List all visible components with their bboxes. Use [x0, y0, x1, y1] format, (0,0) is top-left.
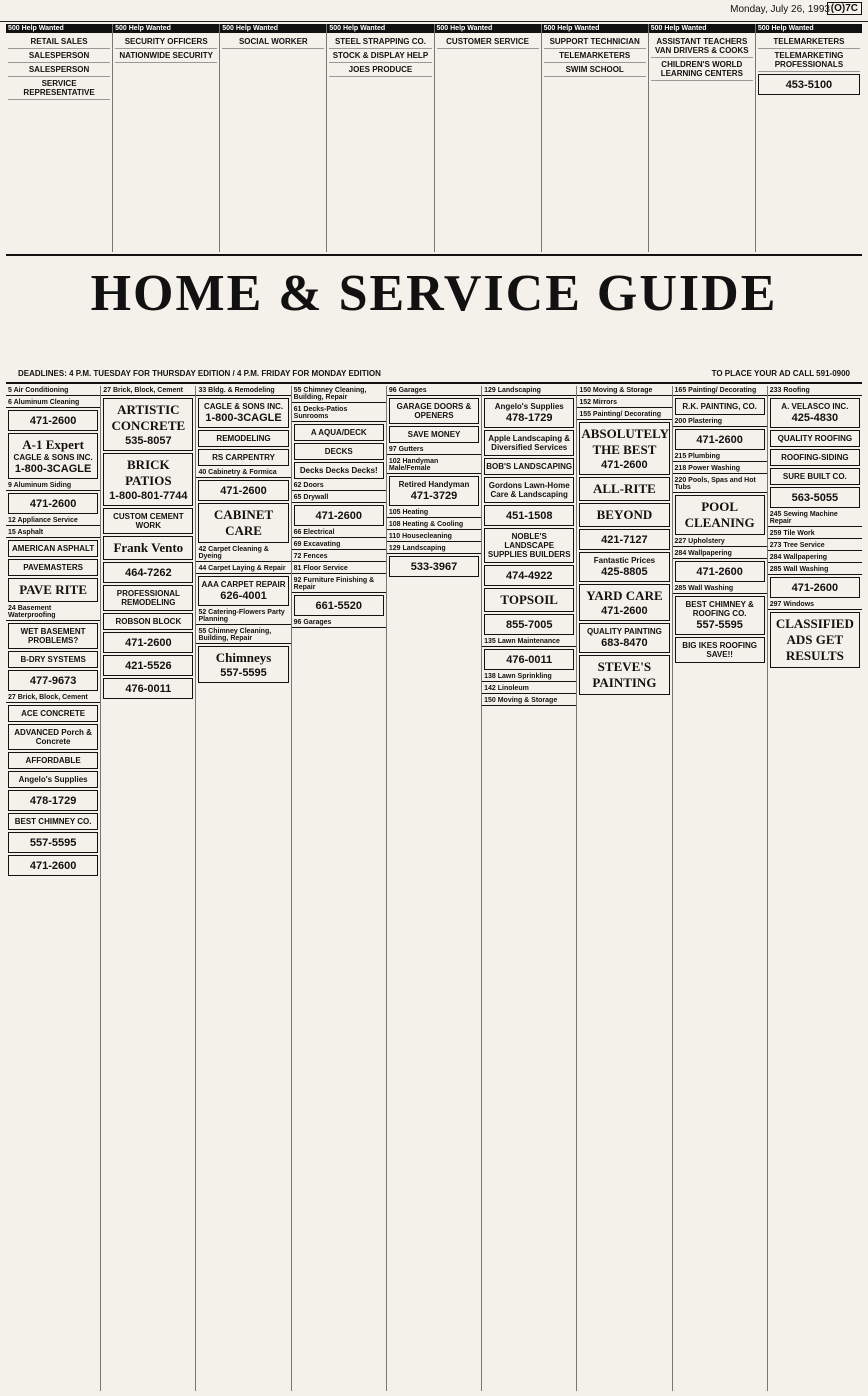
phone-number: 1-800-3CAGLE: [14, 463, 92, 475]
ad-title: POOL CLEANING: [684, 499, 755, 530]
help-wanted-column: [756, 24, 862, 252]
ad-headline: BOB'S LANDSCAPING: [486, 462, 573, 471]
service-guide-grid: [6, 386, 862, 1391]
ad-title: YARD CARE: [586, 588, 663, 603]
classified-ad: [8, 49, 110, 63]
display-ad: [8, 705, 98, 722]
category-header: 297 Windows: [768, 600, 862, 610]
category-header: 61 Decks-Patios Sunrooms: [292, 405, 386, 422]
help-wanted-column: [220, 24, 327, 252]
section-header: 500 Help Wanted: [220, 24, 326, 33]
ad-headline: SAVE MONEY: [407, 430, 461, 439]
display-ad: [198, 576, 288, 606]
category-header: 152 Mirrors: [577, 398, 671, 408]
category-header: 129 Landscaping: [387, 544, 481, 554]
ad-title: CLASSIFIED ADS GET RESULTS: [775, 616, 854, 663]
ad-title: TOPSOIL: [500, 592, 558, 607]
ad-title: ABSOLUTELY THE BEST: [581, 426, 669, 457]
category-header: 15 Asphalt: [6, 528, 100, 538]
display-ad: [8, 623, 98, 649]
phone-number: 533-3967: [410, 561, 458, 573]
ad-headline: ROOFING-SIDING: [781, 453, 849, 462]
classified-ad: [758, 35, 860, 49]
ad-headline: Retired Handyman: [398, 480, 470, 489]
phone-number: 476-0011: [125, 683, 172, 695]
display-ad: [8, 813, 98, 830]
category-header: 284 Wallpapering: [673, 549, 767, 559]
category-header: 273 Tree Service: [768, 541, 862, 551]
display-ad: [294, 424, 384, 441]
phone-number: 471-2600: [601, 605, 648, 617]
display-ad: [198, 480, 288, 501]
display-ad: [579, 655, 669, 695]
category-header: 6 Aluminum Cleaning: [6, 398, 100, 408]
category-header: 27 Brick, Block, Cement: [6, 693, 100, 703]
section-header: 500 Help Wanted: [649, 24, 755, 33]
category-header: 55 Chimney Cleaning, Building, Repair: [196, 627, 290, 644]
guide-column: [577, 386, 672, 1391]
ad-headline: BEST CHIMNEY & ROOFING CO.: [685, 600, 754, 618]
ad-headline: B-DRY SYSTEMS: [20, 655, 86, 664]
ad-headline: Decks Decks Decks!: [299, 466, 378, 475]
display-ad: [198, 449, 288, 466]
phone-number: 557-5595: [29, 837, 77, 849]
display-ad: [103, 632, 193, 653]
phone-number: 478-1729: [29, 795, 77, 807]
display-ad: [484, 614, 574, 635]
display-ad: [484, 430, 574, 456]
ad-headline: Apple Landscaping & Diversified Services: [488, 434, 571, 452]
phone-number: 661-5520: [315, 600, 363, 612]
category-header: 9 Aluminum Siding: [6, 481, 100, 491]
ad-headline: SECURITY OFFICERS: [124, 37, 208, 46]
ad-headline: TELEMARKETING PROFESSIONALS: [774, 51, 844, 69]
display-ad: [579, 623, 669, 653]
display-ad: [389, 476, 479, 506]
classified-ad: [8, 63, 110, 77]
guide-column: [101, 386, 196, 1391]
help-wanted-column: [435, 24, 542, 252]
category-header: 33 Bldg. & Remodeling: [196, 386, 290, 396]
category-header: 284 Wallpapering: [768, 553, 862, 563]
display-ad: [294, 443, 384, 460]
ad-title: PAVE RITE: [19, 582, 87, 597]
category-header: 65 Drywall: [292, 493, 386, 503]
category-header: 215 Plumbing: [673, 452, 767, 462]
phone-number: 453-5100: [785, 79, 833, 91]
category-header: 150 Moving & Storage: [577, 386, 671, 396]
phone-number: 474-4922: [505, 570, 553, 582]
display-ad: [579, 529, 669, 550]
classified-ad: [544, 35, 646, 49]
display-ad: [389, 556, 479, 577]
phone-number: 626-4001: [220, 590, 267, 602]
phone-number: 557-5595: [220, 667, 267, 679]
category-header: 69 Excavating: [292, 540, 386, 550]
section-header: 500 Help Wanted: [756, 24, 862, 33]
section-header: 500 Help Wanted: [6, 24, 112, 33]
display-ad: [103, 613, 193, 630]
display-ad: [389, 426, 479, 443]
ad-headline: CUSTOM CEMENT WORK: [113, 512, 184, 530]
guide-column: [6, 386, 101, 1391]
phone-number: 471-2600: [791, 582, 839, 594]
category-header: 27 Brick, Block, Cement: [101, 386, 195, 396]
display-ad: [770, 449, 860, 466]
display-ad: [484, 565, 574, 586]
category-header: 165 Painting/ Decorating: [673, 386, 767, 396]
display-ad: [484, 398, 574, 428]
display-ad: [389, 398, 479, 424]
category-header: 108 Heating & Cooling: [387, 520, 481, 530]
ad-headline: Gordons Lawn-Home Care & Landscaping: [488, 481, 570, 499]
ad-headline: AFFORDABLE: [25, 756, 81, 765]
ad-headline: RETAIL SALES: [30, 37, 88, 46]
display-ad: [8, 832, 98, 853]
display-ad: [198, 430, 288, 447]
display-ad: [484, 528, 574, 563]
section-header: 500 Help Wanted: [113, 24, 219, 33]
display-ad: [8, 651, 98, 668]
home-service-guide-banner: [6, 254, 862, 384]
ad-headline: SURE BUILT CO.: [782, 472, 847, 481]
phone-number: 535-8057: [125, 435, 172, 447]
category-header: 285 Wall Washing: [673, 584, 767, 594]
help-wanted-column: [113, 24, 220, 252]
phone-number: 557-5595: [696, 619, 743, 631]
ad-headline: ACE CONCRETE: [21, 709, 86, 718]
ad-headline: STEEL STRAPPING CO.: [334, 37, 426, 46]
display-ad: [579, 422, 669, 475]
display-ad: [770, 577, 860, 598]
display-ad: [770, 398, 860, 428]
classified-ad: [8, 77, 110, 100]
category-header: 72 Fences: [292, 552, 386, 562]
ad-headline: TELEMARKETERS: [773, 37, 845, 46]
display-ad: [484, 505, 574, 526]
display-ad: [770, 430, 860, 447]
display-ad: [484, 588, 574, 612]
category-header: 40 Cabinetry & Formica: [196, 468, 290, 478]
classified-ad: [115, 35, 217, 49]
category-header: 220 Pools, Spas and Hot Tubs: [673, 476, 767, 493]
section-header: 500 Help Wanted: [542, 24, 648, 33]
ad-headline: Fantastic Prices: [593, 556, 656, 565]
guide-column: [196, 386, 291, 1391]
classified-ad: [8, 35, 110, 49]
display-ad: [8, 771, 98, 788]
phone-number: 471-3729: [410, 490, 458, 502]
display-ad: [675, 495, 765, 535]
category-header: 62 Doors: [292, 481, 386, 491]
phone-number: 425-8805: [601, 566, 648, 578]
display-ad: [103, 655, 193, 676]
ad-headline: NATIONWIDE SECURITY: [119, 51, 213, 60]
display-ad: [8, 752, 98, 769]
ad-headline: WET BASEMENT PROBLEMS?: [20, 627, 86, 645]
ad-headline: AAA CARPET REPAIR: [201, 580, 286, 589]
classified-ad: [651, 58, 753, 81]
ad-title: CABINET CARE: [213, 507, 274, 538]
display-ad: [675, 596, 765, 635]
display-ad: [8, 540, 98, 557]
phone-number: 471-2600: [601, 459, 648, 471]
phone-number: 471-2600: [29, 860, 77, 872]
phone-number: 425-4830: [791, 412, 839, 424]
guide-column: [292, 386, 387, 1391]
help-wanted-column: [542, 24, 649, 252]
guide-column: [768, 386, 862, 1391]
ad-headline: PAVEMASTERS: [23, 563, 83, 572]
category-header: 66 Electrical: [292, 528, 386, 538]
page-number: (O)7C: [827, 2, 862, 15]
phone-number: 471-2600: [29, 415, 77, 427]
guide-column: [387, 386, 482, 1391]
ad-headline: STOCK & DISPLAY HELP: [332, 51, 429, 60]
phone-number: 1-800-801-7744: [109, 490, 188, 502]
display-ad: [770, 612, 860, 668]
phone-number: 471-2600: [29, 498, 77, 510]
ad-headline: RS CARPENTRY: [212, 453, 275, 462]
category-header: 97 Gutters: [387, 445, 481, 455]
phone-number: 451-1508: [505, 510, 553, 522]
ad-title: BEYOND: [596, 507, 653, 522]
classified-ad: [222, 35, 324, 49]
ad-headline: GARAGE DOORS & OPENERS: [396, 402, 472, 420]
display-ad: [8, 410, 98, 431]
category-header: 102 Handyman Male/Female: [387, 457, 481, 474]
category-header: 129 Landscaping: [482, 386, 576, 396]
display-ad: [675, 398, 765, 415]
ad-headline: ROBSON BLOCK: [115, 617, 182, 626]
ad-headline: NOBLE'S LANDSCAPE SUPPLIES BUILDERS: [487, 532, 571, 559]
display-ad: [579, 552, 669, 582]
guide-title: HOME & SERVICE GUIDE: [90, 265, 778, 322]
ad-headline: SALESPERSON: [28, 65, 90, 74]
classified-ad: [544, 49, 646, 63]
ad-headline: ASSISTANT TEACHERS VAN DRIVERS & COOKS: [654, 37, 749, 55]
category-header: 42 Carpet Cleaning & Dyeing: [196, 545, 290, 562]
masthead: [0, 0, 868, 22]
section-header: 500 Help Wanted: [327, 24, 433, 33]
classified-ad: [651, 35, 753, 58]
ad-headline: DECKS: [324, 447, 353, 456]
ad-headline: Angelo's Supplies: [494, 402, 564, 411]
category-header: 44 Carpet Laying & Repair: [196, 564, 290, 574]
issue-date: Monday, July 26, 1993: [730, 4, 830, 15]
display-ad: [103, 453, 193, 506]
display-ad: [579, 477, 669, 501]
phone-number: 471-2600: [315, 510, 363, 522]
ad-headline: QUALITY ROOFING: [777, 434, 853, 443]
ad-headline: TELEMARKETERS: [559, 51, 631, 60]
display-ad: [675, 561, 765, 582]
display-ad: [294, 595, 384, 616]
classified-ad: [115, 49, 217, 63]
ad-headline: SALESPERSON: [28, 51, 90, 60]
display-ad: [103, 678, 193, 699]
place-ad-note: TO PLACE YOUR AD CALL 591-0900: [711, 369, 850, 378]
phone-number: 478-1729: [505, 412, 553, 424]
category-header: 200 Plastering: [673, 417, 767, 427]
guide-column: [482, 386, 577, 1391]
phone-number: 471-2600: [125, 637, 172, 649]
category-header: 259 Tile Work: [768, 529, 862, 539]
ad-headline: SWIM SCHOOL: [565, 65, 624, 74]
help-wanted-column: [649, 24, 756, 252]
phone-number: 421-5526: [125, 660, 172, 672]
display-ad: [198, 646, 288, 683]
guide-column: [673, 386, 768, 1391]
category-header: 155 Painting/ Decorating: [577, 410, 671, 420]
ad-headline: R.K. PAINTING, CO.: [682, 402, 757, 411]
ad-title: ARTISTIC CONCRETE: [111, 402, 186, 433]
ad-headline: REMODELING: [216, 434, 271, 443]
category-header: 233 Roofing: [768, 386, 862, 396]
phone-number: 563-5055: [791, 492, 839, 504]
deadlines-note: DEADLINES: 4 P.M. TUESDAY FOR THURSDAY EDITION / 4 P.M. FRIDAY FOR MONDAY EDITION: [18, 369, 381, 378]
category-header: 227 Upholstery: [673, 537, 767, 547]
category-header: 218 Power Washing: [673, 464, 767, 474]
display-ad: [103, 398, 193, 451]
ad-headline: Angelo's Supplies: [18, 775, 88, 784]
display-ad: [484, 458, 574, 475]
category-header: 96 Garages: [292, 618, 386, 628]
ad-headline: AMERICAN ASPHALT: [12, 544, 95, 553]
help-wanted-column: [327, 24, 434, 252]
ad-headline: CUSTOMER SERVICE: [446, 37, 529, 46]
ad-phone: [758, 74, 860, 95]
category-header: 92 Furniture Finishing & Repair: [292, 576, 386, 593]
display-ad: [294, 462, 384, 479]
ad-title: Frank Vento: [113, 540, 184, 555]
ad-headline: CHILDREN'S WORLD LEARNING CENTERS: [660, 60, 743, 78]
phone-number: 1-800-3CAGLE: [205, 412, 282, 424]
phone-number: 421-7127: [601, 534, 648, 546]
category-header: 142 Linoleum: [482, 684, 576, 694]
display-ad: [103, 585, 193, 611]
display-ad: [484, 649, 574, 670]
ad-headline: BEST CHIMNEY CO.: [14, 817, 92, 826]
display-ad: [8, 493, 98, 514]
ad-headline: BIG IKES ROOFING SAVE!!: [682, 641, 757, 659]
help-wanted-band: [6, 24, 862, 252]
display-ad: [579, 584, 669, 621]
display-ad: [8, 790, 98, 811]
classified-ad: [437, 35, 539, 49]
display-ad: [103, 508, 193, 534]
display-ad: [103, 562, 193, 583]
ad-headline: A AQUA/DECK: [310, 428, 367, 437]
phone-number: 471-2600: [220, 485, 267, 497]
category-header: 285 Wall Washing: [768, 565, 862, 575]
phone-number: 683-8470: [601, 637, 648, 649]
display-ad: [198, 503, 288, 543]
help-wanted-column: [6, 24, 113, 252]
display-ad: [8, 670, 98, 691]
category-header: 12 Appliance Service: [6, 516, 100, 526]
phone-number: 471-2600: [696, 434, 743, 446]
display-ad: [8, 724, 98, 750]
phone-number: 471-2600: [696, 566, 743, 578]
category-header: 245 Sewing Machine Repair: [768, 510, 862, 527]
category-header: 81 Floor Service: [292, 564, 386, 574]
ad-headline: CAGLE & SONS INC.: [203, 402, 284, 411]
category-header: 55 Chimney Cleaning, Building, Repair: [292, 386, 386, 403]
ad-title: STEVE'S PAINTING: [592, 659, 657, 690]
display-ad: [675, 429, 765, 450]
category-header: 5 Air Conditioning: [6, 386, 100, 396]
classified-ad: [329, 63, 431, 77]
ad-headline: PROFESSIONAL REMODELING: [116, 589, 180, 607]
display-ad: [294, 505, 384, 526]
phone-number: 464-7262: [125, 567, 172, 579]
display-ad: [484, 477, 574, 503]
display-ad: [675, 637, 765, 663]
display-ad: [770, 487, 860, 508]
phone-number: 477-9673: [29, 675, 77, 687]
category-header: 150 Moving & Storage: [482, 696, 576, 706]
phone-number: 855-7005: [505, 619, 553, 631]
display-ad: [8, 578, 98, 602]
ad-headline: CAGLE & SONS INC.: [13, 453, 93, 462]
display-ad: [8, 433, 98, 479]
classified-ad: [544, 63, 646, 77]
ad-headline: ADVANCED Porch & Concrete: [14, 728, 92, 746]
ad-headline: A. VELASCO INC.: [781, 402, 849, 411]
category-header: 138 Lawn Sprinkling: [482, 672, 576, 682]
ad-headline: SERVICE REPRESENTATIVE: [23, 79, 95, 97]
ad-title: Chimneys: [215, 650, 272, 665]
display-ad: [198, 398, 288, 428]
ad-headline: SUPPORT TECHNICIAN: [549, 37, 640, 46]
classified-ad: [758, 49, 860, 72]
ad-title: BRICK PATIOS: [125, 457, 172, 488]
display-ad: [579, 503, 669, 527]
category-header: 135 Lawn Maintenance: [482, 637, 576, 647]
display-ad: [8, 559, 98, 576]
classified-ad: [329, 35, 431, 49]
ad-headline: SOCIAL WORKER: [238, 37, 308, 46]
phone-number: 476-0011: [506, 654, 553, 666]
category-header: 52 Catering-Flowers Party Planning: [196, 608, 290, 625]
category-header: 110 Housecleaning: [387, 532, 481, 542]
ad-title: ALL-RITE: [592, 481, 656, 496]
display-ad: [8, 855, 98, 876]
ad-title: A-1 Expert: [22, 437, 84, 452]
section-header: 500 Help Wanted: [435, 24, 541, 33]
display-ad: [770, 468, 860, 485]
category-header: 96 Garages: [387, 386, 481, 396]
ad-headline: JOES PRODUCE: [348, 65, 413, 74]
display-ad: [103, 536, 193, 560]
category-header: 105 Heating: [387, 508, 481, 518]
category-header: 24 Basement Waterproofing: [6, 604, 100, 621]
classified-ad: [329, 49, 431, 63]
ad-headline: QUALITY PAINTING: [587, 627, 662, 636]
